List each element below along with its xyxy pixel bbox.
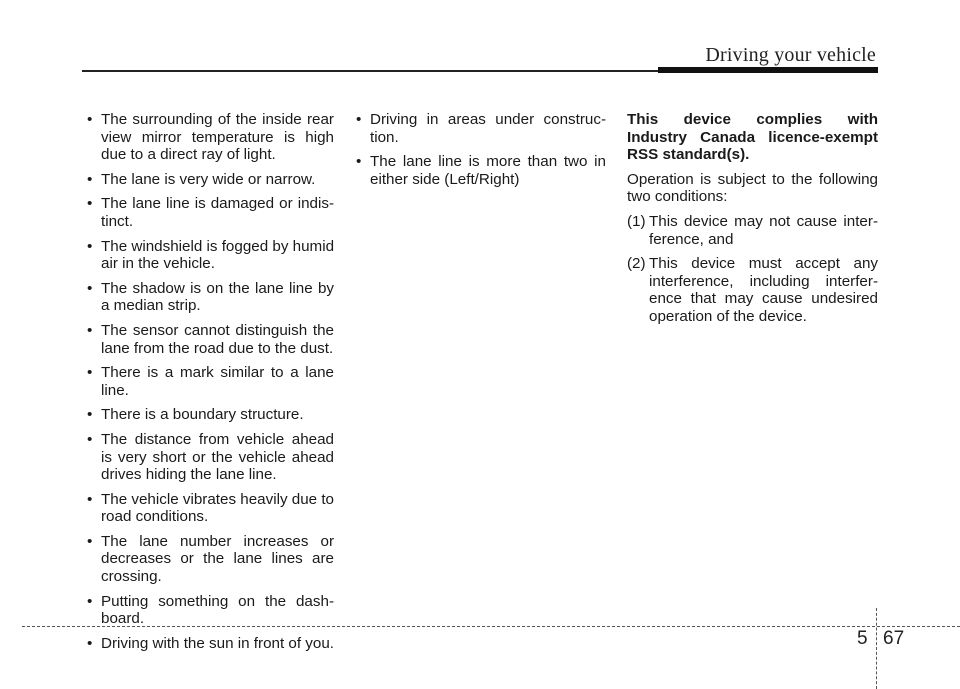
chapter-number: 5 xyxy=(857,628,868,649)
conditions-intro: Operation is subject to the following two conditions: xyxy=(627,170,878,206)
list-item: • The lane line is damaged or indistinct. xyxy=(87,195,334,230)
footer-rule xyxy=(22,626,960,627)
compliance-statement: This device complies with Industry Canada licence-exempt RSS standard(s). xyxy=(627,111,878,164)
item-number: (1) xyxy=(627,212,646,230)
list-item: • The windshield is fogged by humid air in the vehicle. xyxy=(87,237,335,273)
column-right xyxy=(627,111,878,333)
bullet-icon: • xyxy=(87,406,93,424)
list-item: • Driving with the sun in front of you. xyxy=(87,634,334,652)
condition-list-continued xyxy=(356,111,606,188)
column-left xyxy=(87,111,334,659)
bullet-icon: • xyxy=(356,111,362,128)
footer-divider xyxy=(876,608,877,689)
section-title: Driving your vehicle xyxy=(705,44,876,66)
list-item: • The surrounding of the inside rear view mirror temperature is high due to a direct ray of light. xyxy=(87,111,334,164)
column-middle xyxy=(356,111,606,195)
list-item: • There is a boundary structure. xyxy=(87,406,304,424)
page-number: 67 xyxy=(883,628,905,649)
conditions-list xyxy=(627,213,878,326)
list-item: • The lane line is more than two in either side (Left/Right) xyxy=(356,153,606,188)
header-rule-accent xyxy=(658,67,878,73)
bullet-icon: • xyxy=(87,237,93,255)
item-number: (2) xyxy=(627,255,646,273)
bullet-icon: • xyxy=(87,364,93,382)
item-text: This device must accept any interference, including interference that may cause undesired operation of the device. xyxy=(649,255,878,325)
bullet-icon: • xyxy=(87,490,93,508)
list-item: • The lane is very wide or narrow. xyxy=(87,170,316,188)
bullet-icon: • xyxy=(87,111,93,128)
bullet-icon: • xyxy=(87,321,93,339)
bullet-icon: • xyxy=(87,170,93,188)
list-item: • The sensor cannot distinguish the lane from the road due to the dust. xyxy=(87,321,334,357)
bullet-icon: • xyxy=(87,532,93,550)
bullet-icon: • xyxy=(87,592,93,610)
list-item: • The shadow is on the lane line by a median strip. xyxy=(87,279,334,315)
header-rule xyxy=(82,70,664,72)
list-item: • The vehicle vibrates heavily due to road conditions. xyxy=(87,490,335,526)
list-item xyxy=(627,255,878,325)
list-item: • The lane number increases or decreases or the lane lines are crossing. xyxy=(87,532,334,586)
list-item: • There is a mark similar to a lane line. xyxy=(87,364,334,399)
bullet-icon: • xyxy=(87,279,93,297)
list-item: • The distance from vehicle ahead is very short or the vehicle ahead drives hiding the lane line. xyxy=(87,430,334,484)
condition-list xyxy=(87,111,334,652)
bullet-icon: • xyxy=(87,634,93,652)
item-text: This device may not cause interference, and xyxy=(649,212,878,248)
list-item xyxy=(627,213,878,248)
list-item: • Driving in areas under construction. xyxy=(356,111,606,146)
bullet-icon: • xyxy=(87,195,93,213)
bullet-icon: • xyxy=(87,430,93,448)
list-item: • Putting something on the dashboard. xyxy=(87,592,334,628)
bullet-icon: • xyxy=(356,153,362,171)
